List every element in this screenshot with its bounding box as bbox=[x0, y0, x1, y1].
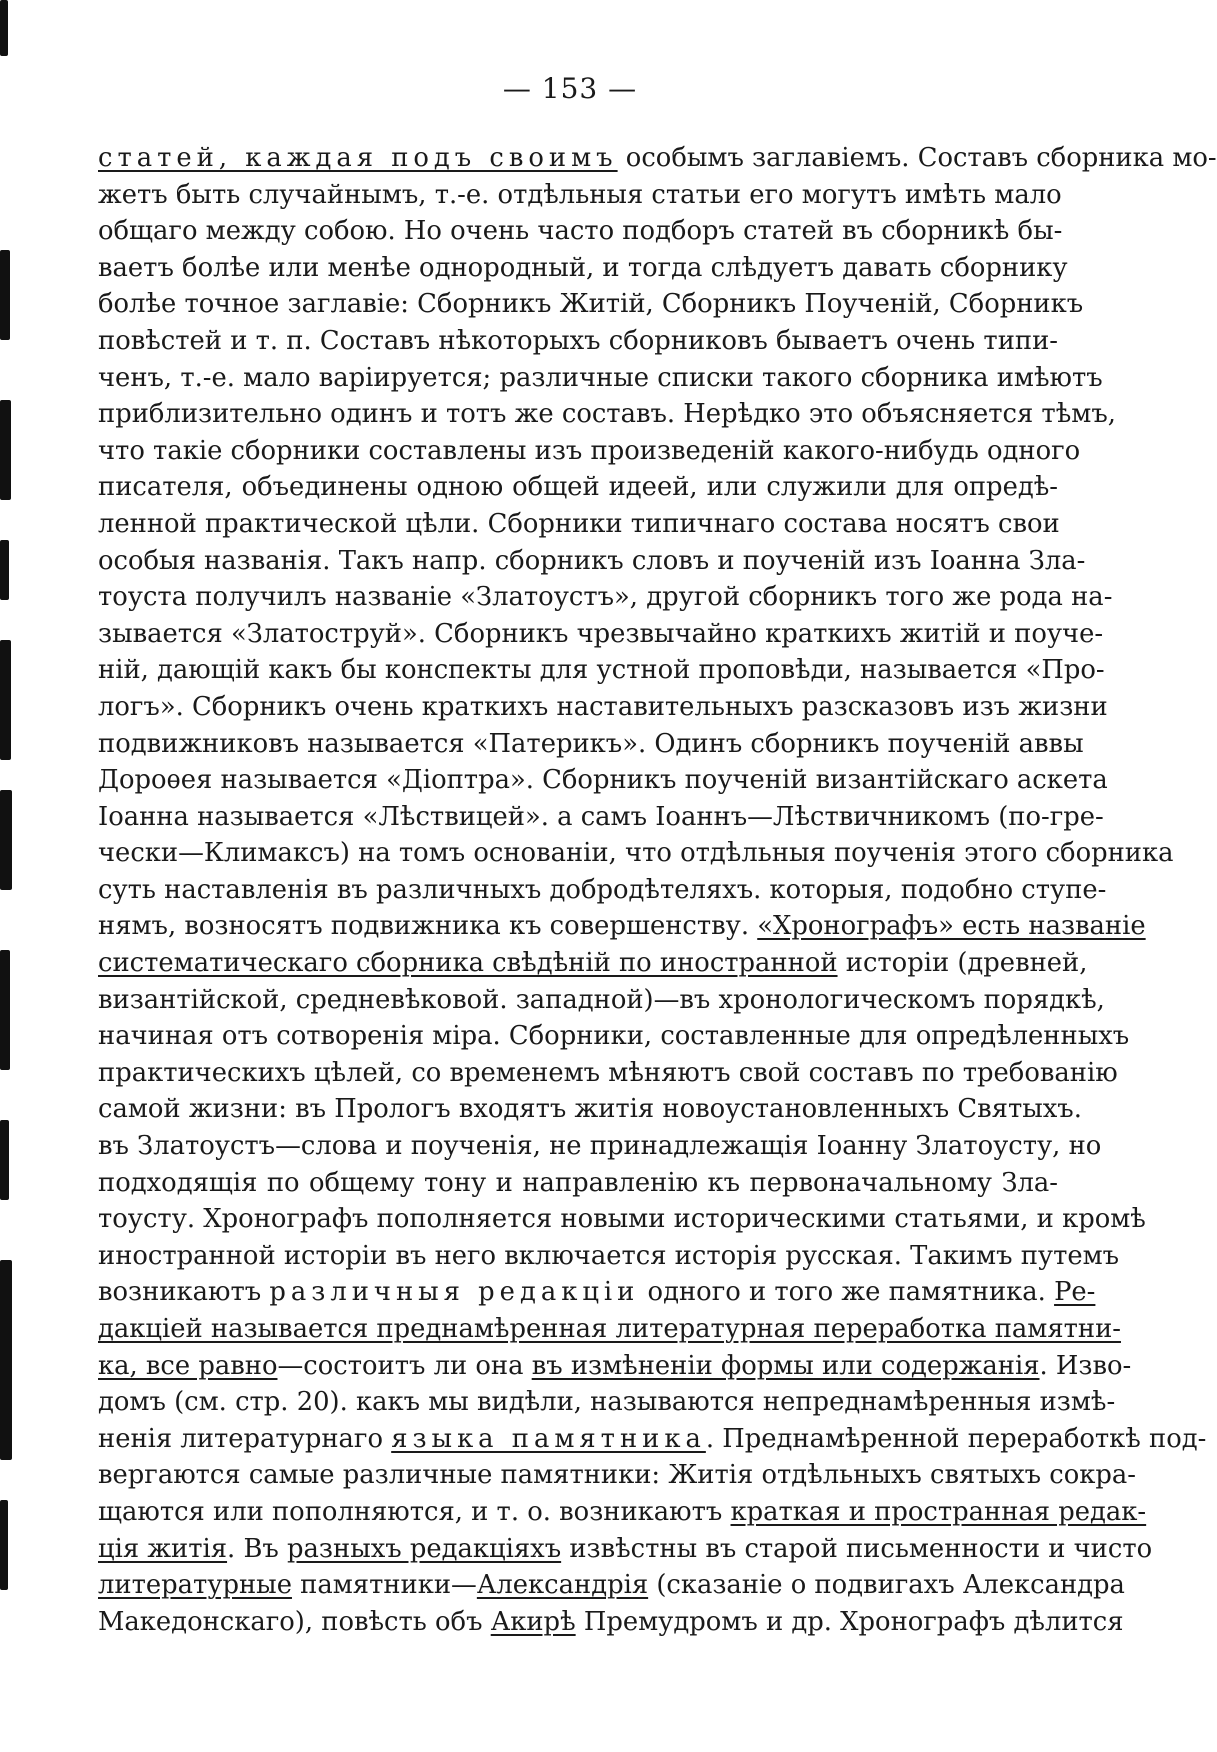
underlined-phrase: краткая и пространная редак- bbox=[730, 1496, 1147, 1527]
text-line: подвижниковъ называется «Патерикъ». Одинъ сборникъ поученій аввы bbox=[98, 728, 1084, 759]
text-line: византійской, средневѣковой. западной)—въ хронологическомъ порядкѣ, bbox=[98, 984, 1105, 1015]
text-line bbox=[98, 1311, 1121, 1348]
text-line: Іоанна называется «Лѣствицей». а самъ Іоаннъ—Лѣствичникомъ (по-гре- bbox=[98, 801, 1104, 832]
body-text bbox=[98, 140, 1217, 1640]
text-line: особыя названія. Такъ напр. сборникъ словъ и поученій изъ Іоанна Зла- bbox=[98, 545, 1086, 576]
page-edge-shadow bbox=[0, 0, 14, 1752]
text-line: зывается «Златоструй». Сборникъ чрезвычайно краткихъ житій и поуче- bbox=[98, 618, 1104, 649]
text-line: логъ». Сборникъ очень краткихъ наставительныхъ разсказовъ изъ жизни bbox=[98, 691, 1108, 722]
page-number: — 153 — bbox=[502, 72, 638, 105]
text-line: подходящія по общему тону и направленію къ первоначальному Зла- bbox=[98, 1167, 1058, 1198]
text-line: приблизительно одинъ и тотъ же составъ. Нерѣдко это объясняется тѣмъ, bbox=[98, 399, 1116, 430]
text-line: ваетъ болѣе или менѣе однородный, и тогда слѣдуетъ давать сборнику bbox=[98, 252, 1068, 283]
underlined-phrase: ка, все равно bbox=[98, 1350, 278, 1381]
underlined-phrase: въ измѣненіи формы или содержанія bbox=[531, 1350, 1040, 1381]
text-line: домъ (см. стр. 20). какъ мы видѣли, называются непреднамѣренныя измѣ- bbox=[98, 1387, 1116, 1418]
text-line: возникаютъ различныя редакціи одного и того же памятника. Ре- bbox=[98, 1277, 1096, 1308]
text-line: суть наставленія въ различныхъ добродѣтеляхъ. которыя, подобно ступе- bbox=[98, 874, 1107, 905]
underlined-phrase: разныхъ редакціяхъ bbox=[287, 1533, 562, 1564]
text-line: ція житія. Въ разныхъ редакціяхъ извѣстны въ старой письменности и чисто bbox=[98, 1533, 1153, 1564]
text-line: ній, дающій какъ бы конспекты для устной проповѣди, называется «Про- bbox=[98, 655, 1105, 686]
underlined-phrase: «Хронографъ» есть названіе bbox=[757, 911, 1146, 942]
text-line: щаются или пополняются, и т. о. возникаютъ краткая и пространная редак- bbox=[98, 1496, 1147, 1527]
text-line: статей, каждая подъ своимъ особымъ заглавіемъ. Составъ сборника мо- bbox=[98, 143, 1217, 173]
underlined-phrase: Ре- bbox=[1054, 1277, 1096, 1308]
text-line: вергаются самые различные памятники: Житія отдѣльныхъ святыхъ сокра- bbox=[98, 1460, 1136, 1491]
text-line: самой жизни: въ Прологъ входятъ житія новоустановленныхъ Святыхъ. bbox=[98, 1094, 1082, 1125]
text-line: ненія литературнаго языка памятника. Преднамѣренной переработкѣ под- bbox=[98, 1423, 1207, 1454]
text-line: тоусту. Хронографъ пополняется новыми историческими статьями, и кромѣ bbox=[98, 1204, 1146, 1235]
text-line: литературные памятники—Александрія (сказаніе о подвигахъ Александра bbox=[98, 1570, 1125, 1601]
spaced-term: различныя редакціи bbox=[269, 1277, 640, 1308]
underlined-phrase: ція житія bbox=[98, 1533, 228, 1564]
text-line: Македонскаго), повѣсть объ Акирѣ Премудромъ и др. Хронографъ дѣлится bbox=[98, 1606, 1124, 1637]
text-line: начиная отъ сотворенія міра. Сборники, составленные для опредѣленныхъ bbox=[98, 1021, 1130, 1052]
text-line: общаго между собою. Но очень часто подборъ статей въ сборникѣ бы- bbox=[98, 216, 1063, 247]
text-line: нямъ, возносятъ подвижника къ совершенству. «Хронографъ» есть названіе bbox=[98, 911, 1146, 942]
underlined-phrase: Александрія bbox=[476, 1570, 649, 1601]
text-line: чески—Климаксъ) на томъ основаніи, что отдѣльныя поученія этого сборника bbox=[98, 838, 1174, 869]
text-line: практическихъ цѣлей, со временемъ мѣняютъ свой составъ по требованію bbox=[98, 1057, 1118, 1088]
text-line: ченъ, т.-е. мало варіируется; различные списки такого сборника имѣютъ bbox=[98, 362, 1103, 393]
underlined-phrase: статей, каждая подъ своимъ bbox=[98, 143, 618, 173]
text-line: Дороѳея называется «Діоптра». Сборникъ поученій византійскаго аскета bbox=[98, 765, 1108, 796]
text-line: ка, все равно—состоитъ ли она въ измѣненіи формы или содержанія. Изво- bbox=[98, 1350, 1132, 1381]
text-line: болѣе точное заглавіе: Сборникъ Житій, Сборникъ Поученій, Сборникъ bbox=[98, 289, 1084, 320]
text-line: что такіе сборники составлены изъ произведеній какого-нибудь одного bbox=[98, 435, 1081, 466]
underlined-phrase: систематическаго сборника свѣдѣній по иностранной bbox=[98, 948, 838, 979]
underlined-phrase: дакціей называется преднамѣренная литературная переработка памятни- bbox=[98, 1314, 1121, 1344]
underlined-phrase: Акирѣ bbox=[490, 1606, 576, 1637]
text-line: тоуста получилъ названіе «Златоустъ», другой сборникъ того же рода на- bbox=[98, 582, 1113, 613]
text-line: систематическаго сборника свѣдѣній по иностранной исторіи (древней, bbox=[98, 948, 1088, 979]
text-line: ленной практической цѣли. Сборники типичнаго состава носятъ свои bbox=[98, 508, 1060, 539]
text-line: въ Златоустъ—слова и поученія, не принадлежащія Іоанну Златоусту, но bbox=[98, 1131, 1102, 1162]
text-line: иностранной исторіи въ него включается исторія русская. Такимъ путемъ bbox=[98, 1240, 1120, 1271]
underlined-phrase: языка памятника bbox=[391, 1423, 706, 1454]
text-line: повѣстей и т. п. Составъ нѣкоторыхъ сборниковъ бываетъ очень типи- bbox=[98, 325, 1058, 356]
text-line: жетъ быть случайнымъ, т.-е. отдѣльныя статьи его могутъ имѣть мало bbox=[98, 179, 1062, 210]
underlined-phrase: литературные bbox=[98, 1570, 292, 1601]
text-line: писателя, объединены одною общей идеей, или служили для опредѣ- bbox=[98, 472, 1058, 503]
